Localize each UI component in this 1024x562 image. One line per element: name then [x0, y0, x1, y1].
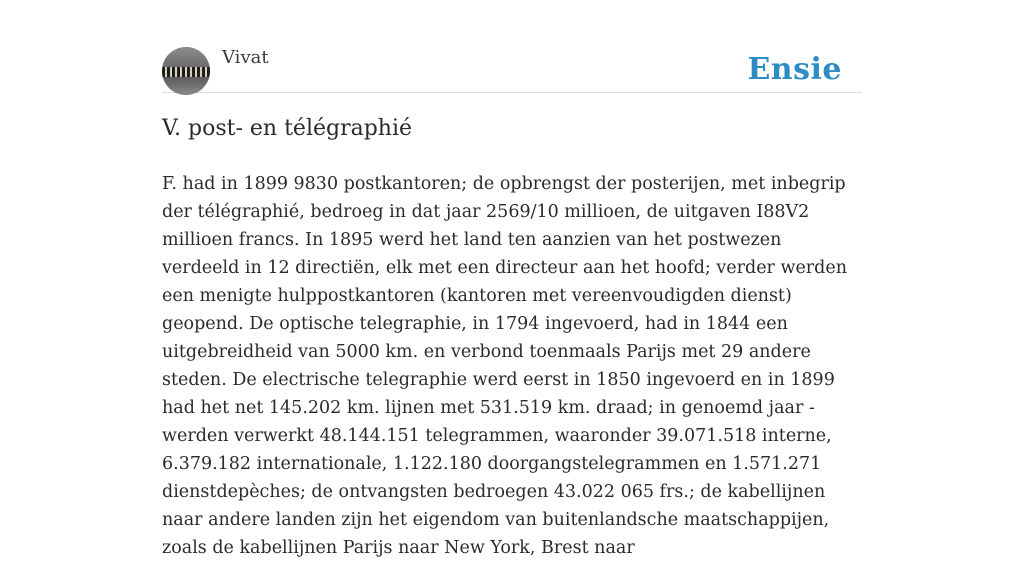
avatar[interactable] — [162, 47, 210, 95]
article-body: F. had in 1899 9830 postkantoren; de opbrengst der posterijen, met inbegrip der télégraphié, bedroeg in dat jaar 2569/10 millioen, de uitgaven I88V2 millioen francs. In 1895 werd het land ten aanzien van het postwezen verdeeld in 12 directiën, elk met een directeur aan het hoofd; verder werden een menigte hulppostkantoren (kantoren met vereenvoudigden dienst) geopend. De optische telegraphie, in 1794 ingevoerd, had in 1844 een uitgebreidheid van 5000 km. en verbond toenmaals Parijs met 29 andere steden. De electrische telegraphie werd eerst in 1850 ingevoerd en in 1899 had het net 145.202 km. lijnen met 531.519 km. draad; in genoemd jaar -werden verwerkt 48.144.151 telegrammen, waaronder 39.071.518 interne, 6.379.182 internationale, 1.122.180 doorgangstelegrammen en 1.571.271 dienstdepèches; de ontvangsten bedroegen 43.022 065 frs.; de kabellijnen naar andere landen zijn het eigendom van buitenlandsche maatschappijen, zoals de kabellijnen Parijs naar New York, Brest naar — [162, 174, 848, 558]
avatar-book-bottom — [162, 77, 210, 95]
brand-logo[interactable]: Ensie — [747, 52, 842, 87]
avatar-book-top — [162, 47, 210, 67]
author-name[interactable]: Vivat — [222, 47, 269, 68]
page-title: V. post- en télégraphié — [162, 116, 413, 141]
avatar-book-pages — [162, 67, 210, 77]
page-container — [162, 0, 862, 558]
header — [162, 0, 862, 93]
